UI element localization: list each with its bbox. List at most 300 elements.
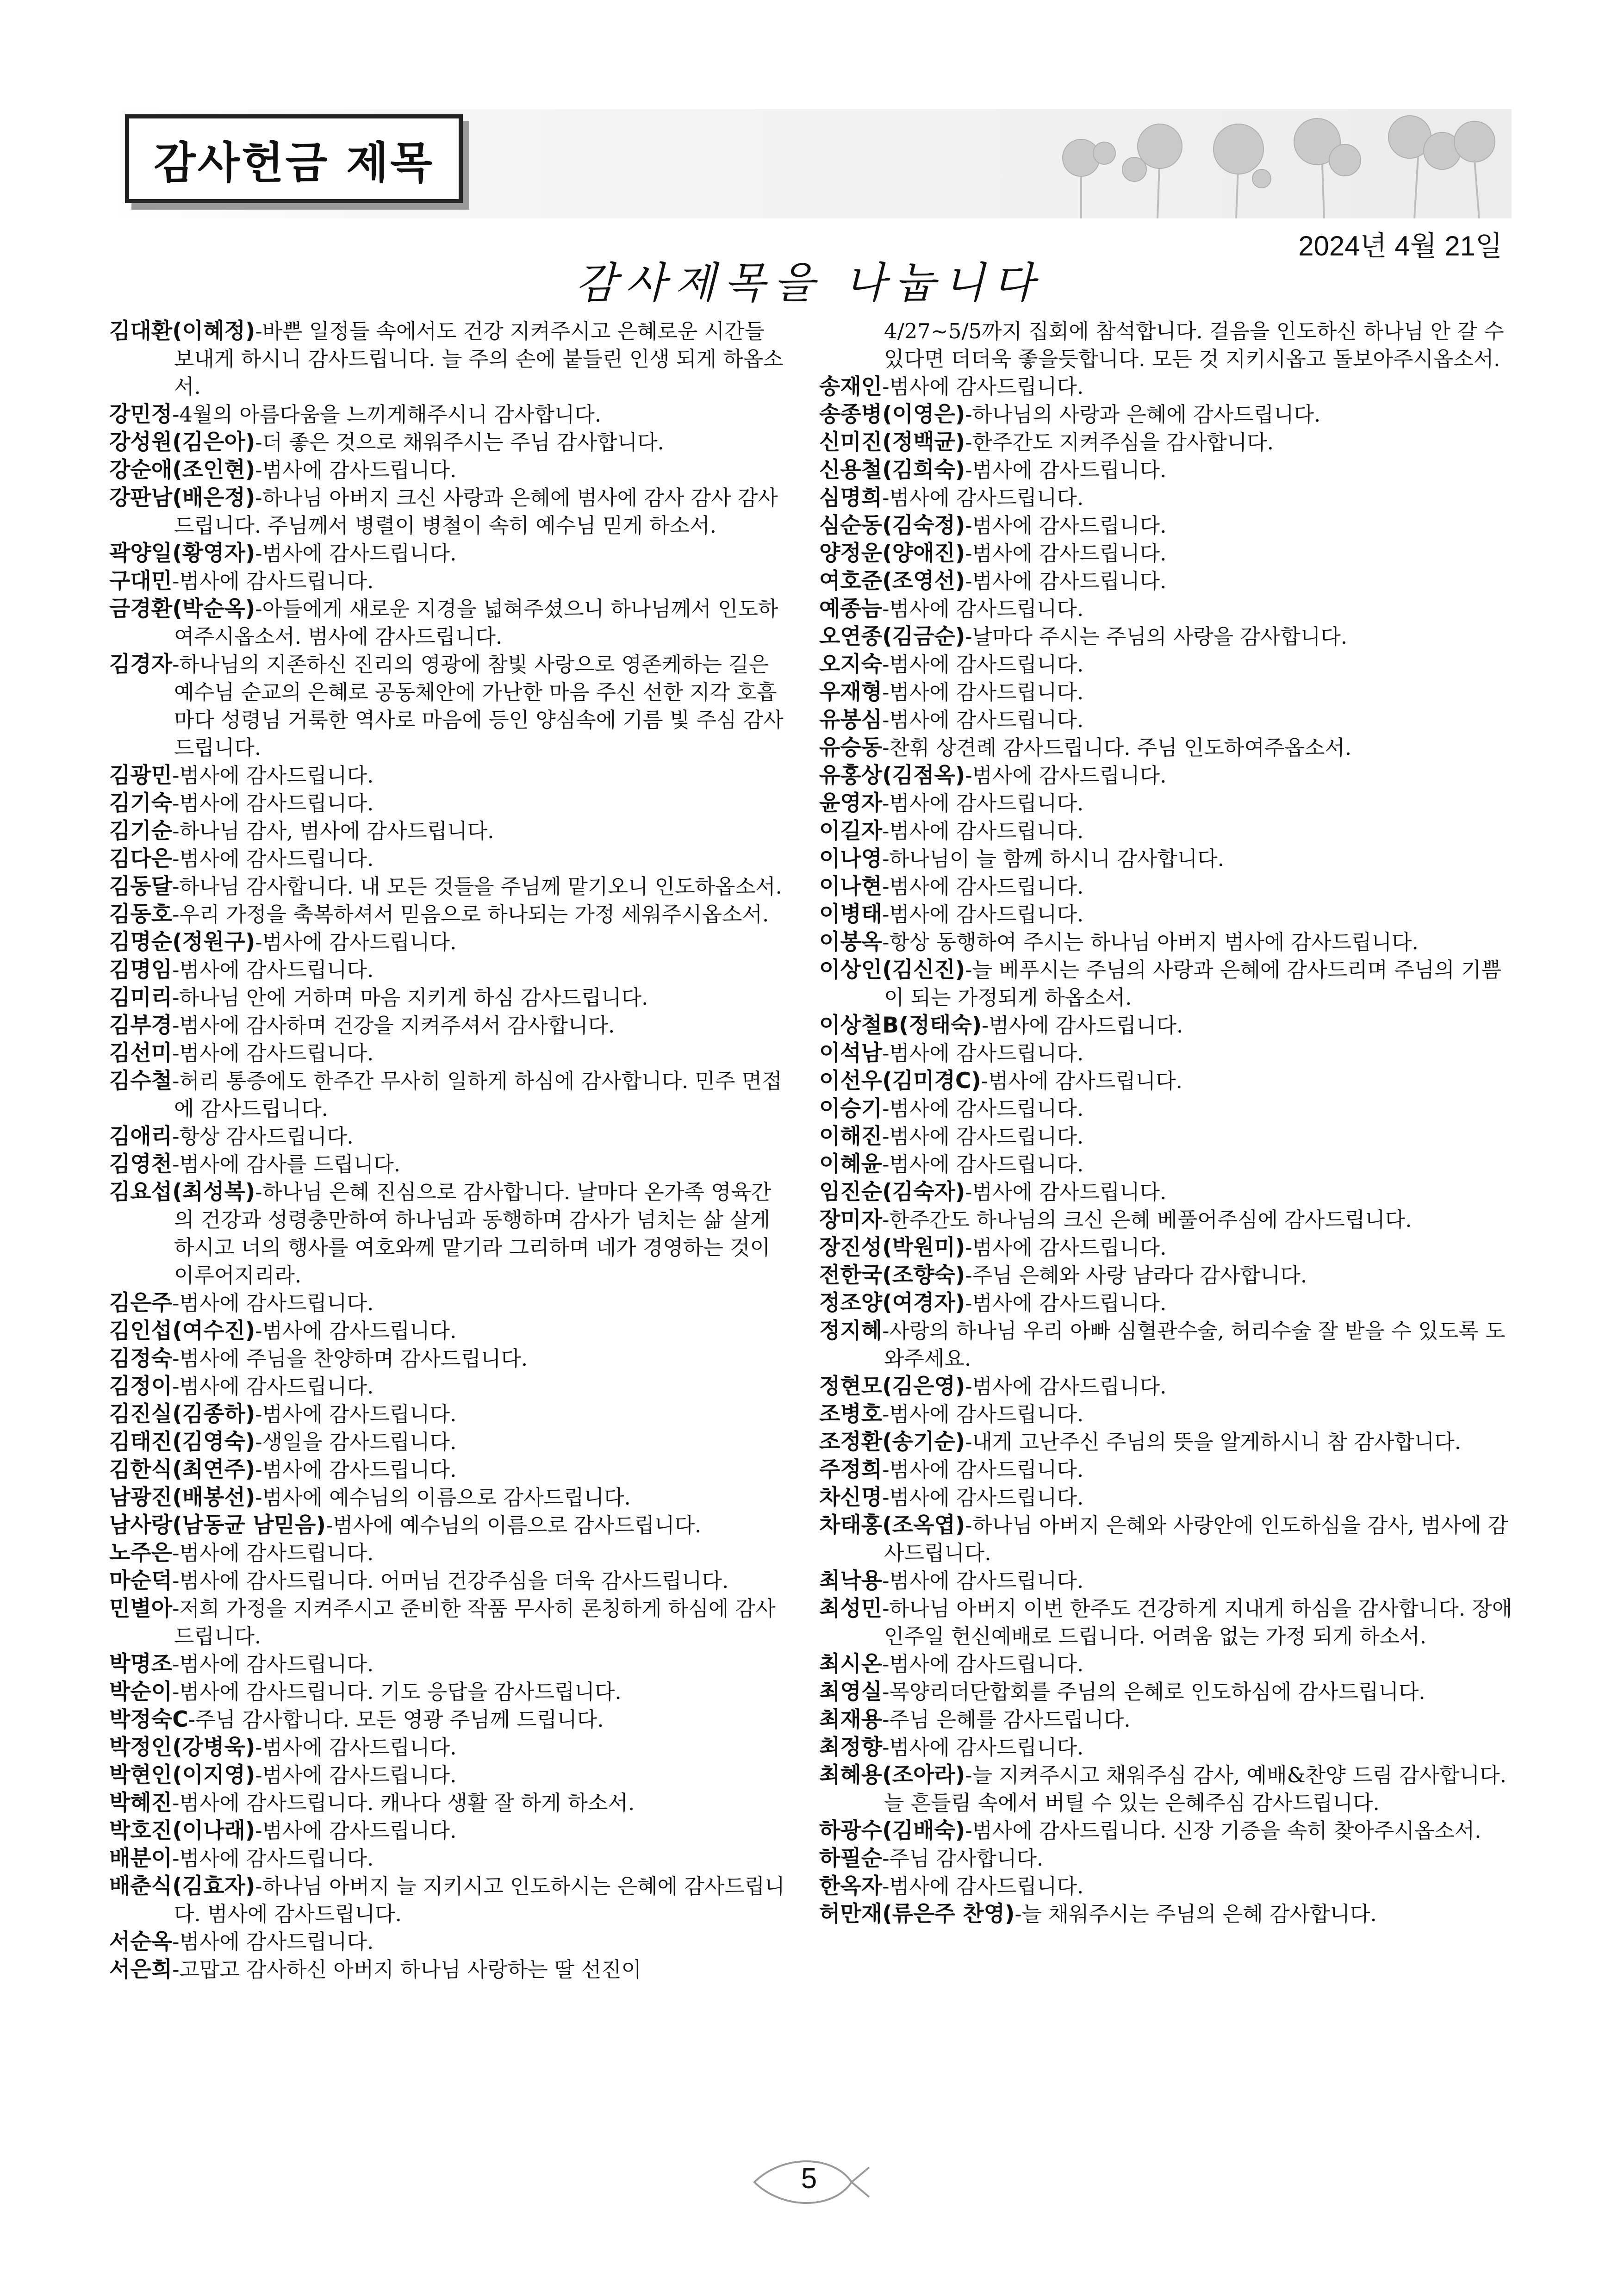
thanks-entry (109, 1012, 790, 1039)
member-name: 정현모(김은영) (819, 1374, 965, 1399)
member-name: 이봉옥 (819, 929, 883, 955)
thanks-entry (109, 1956, 790, 1984)
member-name: 김동달 (109, 874, 173, 899)
thanks-text: -범사에 감사드립니다. (882, 1041, 1084, 1065)
member-name: 이병태 (819, 902, 883, 927)
member-name: 오연종(김금순) (819, 624, 965, 649)
thanks-entry (109, 595, 790, 651)
member-name: 김기숙 (109, 790, 173, 816)
thanks-entry (109, 651, 790, 762)
member-name: 허만재(류은주 찬영) (819, 1901, 1015, 1927)
thanks-text: -하나님의 지존하신 진리의 영광에 참빛 사랑으로 영존케하는 길은 예수님 순교의 은혜로 공동체안에 가난한 마음 주신 선한 지각 호흡마다 성령님 거룩한 역사로 마음에 등인 양심속에 기름 빛 주심 감사드립니다. (172, 652, 784, 760)
member-name: 정조양(여경자) (819, 1290, 965, 1316)
member-name: 김경자 (109, 652, 173, 677)
member-name: 김진실(김종하) (109, 1401, 255, 1427)
member-name: 유홍상(김점옥) (819, 763, 965, 788)
member-name: 최낙용 (819, 1568, 883, 1593)
thanks-entry (819, 956, 1513, 1012)
member-name: 박정인(강병욱) (109, 1735, 255, 1760)
thanks-entry (819, 623, 1513, 651)
member-name: 김애리 (109, 1124, 173, 1149)
member-name: 배춘식(김효자) (109, 1873, 255, 1899)
thanks-text: -하나님 아버지 이번 한주도 건강하게 지내게 하심을 감사합니다. 장애인주일 헌신예배로 드립니다. 어려움 없는 가정 되게 하소서. (882, 1596, 1512, 1649)
thanks-entry (109, 317, 790, 401)
thanks-text: -범사에 감사드립니다. (882, 597, 1084, 621)
thanks-text: -범사에 감사드립니다. (882, 708, 1084, 732)
thanks-text: -허리 통증에도 한주간 무사히 일하게 하심에 감사합니다. 민주 면접에 감사드립니다. (172, 1069, 782, 1121)
thanks-text: -범사에 감사드립니다. (172, 1374, 374, 1399)
thanks-text: -내게 고난주신 주님의 뜻을 알게하시니 참 감사합니다. (965, 1430, 1462, 1454)
thanks-text: -범사에 감사드립니다. 기도 응답을 감사드립니다. (172, 1680, 622, 1704)
thanks-text: -범사에 감사드립니다. (965, 458, 1167, 482)
member-name: 이승기 (819, 1096, 883, 1121)
member-name: 최시온 (819, 1651, 883, 1677)
thanks-entry (109, 1456, 790, 1484)
member-name: 김광민 (109, 763, 173, 788)
thanks-entry (109, 1817, 790, 1845)
subtitle: 감사제목을 나눕니다 (575, 258, 1043, 308)
thanks-entry (109, 484, 790, 540)
thanks-text: -범사에 감사드립니다. (255, 1818, 457, 1843)
member-name: 김정이 (109, 1374, 173, 1399)
member-name: 이해진 (819, 1124, 883, 1149)
thanks-entry (819, 373, 1513, 401)
thanks-entry (819, 1845, 1513, 1873)
thanks-text: -더 좋은 것으로 채워주시는 주님 감사합니다. (255, 430, 664, 454)
thanks-text: -목양리더단합회를 주님의 은혜로 인도하심에 감사드립니다. (882, 1680, 1425, 1704)
thanks-text: -범사에 감사드립니다. (882, 791, 1084, 815)
member-name: 김미리 (109, 985, 173, 1010)
thanks-text: -항상 감사드립니다. (172, 1124, 354, 1149)
member-name: 남사랑(남동균 남믿음) (109, 1512, 326, 1538)
member-name: 김영천 (109, 1151, 173, 1177)
thanks-entry (819, 901, 1513, 928)
thanks-text: -범사에 감사드립니다. (882, 680, 1084, 704)
thanks-text: -늘 지켜주시고 채워주심 감사, 예배&찬양 드림 감사합니다. 늘 흔들림 속에서 버틸 수 있는 은혜주심 감사드립니다. (884, 1763, 1506, 1815)
thanks-text: -범사에 감사드립니다. (255, 1763, 457, 1787)
thanks-text: -범사에 감사드립니다. (172, 1846, 374, 1871)
thanks-text: -범사에 감사드립니다. (965, 569, 1167, 593)
member-name: 양정운(양애진) (819, 541, 965, 566)
thanks-text: -범사에 감사드립니다. (882, 1457, 1084, 1482)
member-name: 송재인 (819, 374, 883, 399)
thanks-entry (819, 540, 1513, 567)
thanks-text: -저희 가정을 지켜주시고 준비한 작품 무사히 론칭하게 하심에 감사드립니다. (172, 1596, 776, 1649)
thanks-text: -생일을 감사드립니다. (255, 1430, 457, 1454)
thanks-entry (819, 1734, 1513, 1761)
member-name: 김명순(정원구) (109, 929, 255, 955)
thanks-text: -범사에 감사드립니다. 캐나다 생활 잘 하게 하소서. (172, 1791, 635, 1815)
member-name: 차태홍(조옥엽) (819, 1512, 965, 1538)
thanks-text: -4월의 아름다움을 느끼게해주시니 감사합니다. (172, 402, 602, 427)
thanks-text: -범사에 주님을 찬양하며 감사드립니다. (172, 1346, 528, 1371)
member-name: 우재형 (819, 679, 883, 705)
thanks-entry (819, 790, 1513, 817)
thanks-entry (819, 595, 1513, 623)
thanks-entry (109, 1789, 790, 1817)
member-name: 김태진(김영숙) (109, 1429, 255, 1455)
member-name: 강민정 (109, 402, 173, 427)
member-name: 장미자 (819, 1207, 883, 1232)
thanks-entry (109, 1539, 790, 1567)
thanks-entry (819, 1873, 1513, 1900)
thanks-entry (109, 1734, 790, 1761)
thanks-text: -항상 동행하여 주시는 하나님 아버지 범사에 감사드립니다. (882, 930, 1419, 954)
thanks-entry (109, 1595, 790, 1650)
thanks-entry (819, 567, 1513, 595)
member-name: 최혜용(조아라) (819, 1762, 965, 1788)
thanks-entry (819, 1289, 1513, 1317)
thanks-entry (109, 1039, 790, 1067)
thanks-text: -하나님의 사랑과 은혜에 감사드립니다. (965, 402, 1321, 427)
thanks-entry (819, 1678, 1513, 1706)
thanks-entry (819, 1206, 1513, 1234)
thanks-text: -범사에 감사드립니다. (982, 1013, 1183, 1038)
member-name: 박현인(이지영) (109, 1762, 255, 1788)
member-name: 예종늠 (819, 596, 883, 622)
thanks-entry (819, 1706, 1513, 1734)
member-name: 김수철 (109, 1068, 173, 1094)
thanks-text: -범사에 감사를 드립니다. (172, 1152, 401, 1176)
member-name: 강판남(배은정) (109, 485, 255, 510)
thanks-text: -늘 베푸시는 주님의 사랑과 은혜에 감사드리며 주님의 기쁨이 되는 가정되게 하옵소서. (884, 958, 1501, 1010)
thanks-entry (819, 512, 1513, 540)
thanks-text: -범사에 감사드립니다. (882, 874, 1084, 899)
member-name: 차신명 (819, 1485, 883, 1510)
thanks-entry (109, 901, 790, 928)
thanks-entry (819, 1512, 1513, 1567)
thanks-entry (819, 429, 1513, 456)
member-name: 전한국(조향숙) (819, 1263, 965, 1288)
thanks-text: -범사에 감사드립니다. (882, 1568, 1084, 1593)
thanks-entry (819, 1178, 1513, 1206)
thanks-text: -사랑의 하나님 우리 아빠 심혈관수술, 허리수술 잘 받을 수 있도록 도와주세요. (882, 1319, 1506, 1371)
member-name: 박순이 (109, 1679, 173, 1705)
member-name: 노주은 (109, 1540, 173, 1566)
member-name: 하필순 (819, 1846, 883, 1871)
thanks-text: -범사에 감사드립니다. (172, 1041, 374, 1065)
thanks-entry (109, 1567, 790, 1595)
member-name: 박호진(이나래) (109, 1818, 255, 1843)
thanks-text: -범사에 예수님의 이름으로 감사드립니다. (325, 1513, 702, 1537)
thanks-text: -아들에게 새로운 지경을 넓혀주셨으니 하나님께서 인도하여주시옵소서. 범사에 감사드립니다. (174, 597, 778, 649)
thanks-entry (819, 1262, 1513, 1289)
thanks-text: -범사에 감사드립니다. (882, 1874, 1084, 1898)
member-name: 김기순 (109, 818, 173, 844)
thanks-entry (819, 678, 1513, 706)
member-name: 이선우(김미경C) (819, 1068, 981, 1094)
thanks-text: -범사에 감사드립니다. (172, 791, 374, 815)
member-name: 구대민 (109, 568, 173, 594)
thanks-text: -주님 은혜를 감사드립니다. (882, 1707, 1131, 1732)
thanks-text: -하나님 안에 거하며 마음 지키게 하심 감사드립니다. (172, 985, 648, 1010)
thanks-entry (819, 1650, 1513, 1678)
thanks-text: -범사에 감사드립니다. (882, 902, 1084, 927)
thanks-text: -한주간도 지켜주심을 감사합니다. (965, 430, 1274, 454)
thanks-text: -하나님 은혜 진심으로 감사합니다. 날마다 온가족 영육간의 건강과 성령충만하여 하나님과 동행하며 감사가 넘치는 삶 살게 하시고 너의 행사를 여호와께 맡기라 그리하며 네가 경영하는 것이 이루어지리라. (174, 1180, 772, 1288)
thanks-text: -범사에 감사드립니다. (882, 1735, 1084, 1760)
member-name: 조정환(송기순) (819, 1429, 965, 1455)
thanks-entry (109, 1400, 790, 1428)
member-name: 이상인(김신진) (819, 957, 965, 983)
thanks-text: -하나님 아버지 은혜와 사랑안에 인도하심을 감사, 범사에 감사드립니다. (884, 1513, 1508, 1565)
thanks-entry (109, 1761, 790, 1789)
thanks-entry (819, 1428, 1513, 1456)
thanks-text: -범사에 감사드립니다. (172, 1541, 374, 1565)
thanks-entry (819, 1900, 1513, 1928)
thanks-text: -범사에 예수님의 이름으로 감사드립니다. (255, 1485, 631, 1510)
member-name: 금경환(박순옥) (109, 596, 255, 622)
member-name: 신미진(정백균) (819, 429, 965, 455)
member-name: 오지숙 (819, 652, 883, 677)
thanks-text: -범사에 감사드립니다. (965, 1374, 1167, 1399)
thanks-entry (109, 817, 790, 845)
thanks-entry (819, 651, 1513, 678)
thanks-entry (109, 790, 790, 817)
thanks-text: -범사에 감사드립니다. 어머님 건강주심을 더욱 감사드립니다. (172, 1568, 729, 1593)
thanks-text: -범사에 감사드립니다. 신장 기증을 속히 찾아주시옵소서. (965, 1818, 1481, 1843)
thanks-entry (819, 817, 1513, 845)
member-name: 강성원(김은아) (109, 429, 255, 455)
thanks-entry (109, 1873, 790, 1928)
thanks-entry (819, 1595, 1513, 1650)
member-name: 마순덕 (109, 1568, 173, 1593)
thanks-text: -하나님 감사, 범사에 감사드립니다. (172, 819, 494, 843)
member-name: 송종병(이영은) (819, 402, 965, 427)
thanks-text: -범사에 감사드립니다. (965, 513, 1167, 538)
member-name: 조병호 (819, 1401, 883, 1427)
thanks-text: -범사에 감사드립니다. (965, 763, 1167, 788)
thanks-entry (109, 1678, 790, 1706)
thanks-entry (819, 1095, 1513, 1123)
member-name: 이길자 (819, 818, 883, 844)
thanks-text: -범사에 감사드립니다. (882, 485, 1084, 510)
member-name: 최정향 (819, 1735, 883, 1760)
thanks-text: -범사에 감사하며 건강을 지켜주셔서 감사합니다. (172, 1013, 615, 1038)
thanks-entry (819, 706, 1513, 734)
member-name: 이나현 (819, 874, 883, 899)
thanks-entry (819, 1039, 1513, 1067)
member-name: 김명임 (109, 957, 173, 983)
member-name: 장진성(박원미) (819, 1235, 965, 1260)
thanks-entry (109, 1650, 790, 1678)
thanks-text: -고맙고 감사하신 아버지 하나님 사랑하는 딸 선진이 (172, 1957, 642, 1982)
member-name: 김은주 (109, 1290, 173, 1316)
member-name: 이나영 (819, 846, 883, 871)
thanks-entry (109, 1123, 790, 1151)
thanks-text: -범사에 감사드립니다. (255, 1402, 457, 1426)
thanks-text: -범사에 감사드립니다. (981, 1069, 1182, 1093)
thanks-entry (109, 1484, 790, 1512)
thanks-entry (819, 1234, 1513, 1262)
member-name: 유승동 (819, 735, 883, 760)
member-name: 이석남 (819, 1040, 883, 1066)
thanks-entry (109, 1151, 790, 1178)
member-name: 남광진(배봉선) (109, 1485, 255, 1510)
thanks-text: -하나님이 늘 함께 하시니 감사합니다. (882, 846, 1224, 871)
page-title: 감사헌금 제목 (125, 114, 463, 203)
thanks-text: -범사에 감사드립니다. (255, 1735, 457, 1760)
thanks-entry (819, 1456, 1513, 1484)
thanks-entry (109, 928, 790, 956)
member-name: 김한식(최연주) (109, 1457, 255, 1482)
member-name: 김인섭(여수진) (109, 1318, 255, 1344)
thanks-text: -범사에 감사드립니다. (882, 1096, 1084, 1121)
member-name: 심명희 (819, 485, 883, 510)
thanks-text: -범사에 감사드립니다. (965, 1235, 1167, 1260)
thanks-entry (819, 845, 1513, 873)
thanks-text: -바쁜 일정들 속에서도 건강 지켜주시고 은혜로운 시간들 보내게 하시니 감사드립니다. 늘 주의 손에 붙들린 인생 되게 하옵소서. (174, 319, 784, 399)
thanks-entry (819, 1067, 1513, 1095)
member-name: 서은희 (109, 1957, 173, 1982)
continued-entry: 4/27~5/5까지 집회에 참석합니다. 걸음을 인도하신 하나님 안 갈 수 있다면 더더욱 좋을듯합니다. 모든 것 지키시옵고 돌보아주시옵소서. (884, 319, 1504, 371)
member-name: 김선미 (109, 1040, 173, 1066)
member-name: 강순애(조인현) (109, 457, 255, 483)
thanks-text: -범사에 감사드립니다. (172, 958, 374, 982)
thanks-text: -주님 은혜와 사랑 남라다 감사합니다. (965, 1263, 1307, 1288)
member-name: 이상철B(정태숙) (819, 1013, 982, 1038)
thanks-entry (109, 845, 790, 873)
thanks-entry (819, 928, 1513, 956)
thanks-text: -범사에 감사드립니다. (255, 1457, 457, 1482)
member-name: 김대환(이혜정) (109, 318, 255, 344)
date-label: 2024년 4월 21일 (1298, 230, 1502, 261)
right-column (819, 317, 1513, 1928)
page-number: 5 (801, 2163, 817, 2195)
thanks-entry (819, 1484, 1513, 1512)
thanks-text: -범사에 감사드립니다. (255, 458, 457, 482)
thanks-entry (819, 1012, 1513, 1039)
thanks-entry (819, 762, 1513, 790)
thanks-text: -범사에 감사드립니다. (882, 652, 1084, 677)
thanks-entry (819, 734, 1513, 762)
thanks-entry (109, 567, 790, 595)
thanks-text: -날마다 주시는 주님의 사랑을 감사합니다. (965, 624, 1348, 649)
left-column (109, 317, 790, 1984)
thanks-entry (819, 1400, 1513, 1428)
thanks-text: -늘 채워주시는 주님의 은혜 감사합니다. (1014, 1902, 1377, 1926)
member-name: 정지혜 (819, 1318, 883, 1344)
thanks-text: -범사에 감사드립니다. (882, 374, 1084, 399)
member-name: 주정희 (819, 1457, 883, 1482)
thanks-text: -범사에 감사드립니다. (172, 1929, 374, 1954)
thanks-text: -주님 감사합니다. (882, 1846, 1044, 1871)
thanks-entry (819, 873, 1513, 901)
member-name: 박혜진 (109, 1790, 173, 1816)
thanks-text: -한주간도 하나님의 크신 은혜 베풀어주심에 감사드립니다. (882, 1207, 1412, 1232)
member-name: 유봉심 (819, 707, 883, 733)
thanks-entry (819, 1761, 1513, 1817)
thanks-text: -범사에 감사드립니다. (882, 1485, 1084, 1510)
thanks-entry (109, 1706, 790, 1734)
thanks-entry (109, 1845, 790, 1873)
thanks-text: -우리 가정을 축복하셔서 믿음으로 하나되는 가정 세워주시옵소서. (172, 902, 769, 927)
thanks-text: -찬휘 상견례 감사드립니다. 주님 인도하여주옵소서. (882, 735, 1352, 760)
member-name: 김요섭(최성복) (109, 1179, 255, 1205)
thanks-entry (109, 1317, 790, 1345)
member-name: 신용철(김희숙) (819, 457, 965, 483)
thanks-text: -하나님 아버지 크신 사랑과 은혜에 범사에 감사 감사 감사드립니다. 주님께서 병렬이 병철이 속히 예수님 믿게 하소서. (174, 485, 778, 538)
thanks-text: -주님 감사합니다. 모든 영광 주님께 드립니다. (188, 1707, 604, 1732)
thanks-entry (109, 984, 790, 1012)
thanks-text: -범사에 감사드립니다. (965, 1291, 1167, 1315)
member-name: 임진순(김숙자) (819, 1179, 965, 1205)
thanks-text: -범사에 감사드립니다. (882, 1402, 1084, 1426)
thanks-entry (109, 1178, 790, 1289)
thanks-entry (109, 956, 790, 984)
thanks-entry (109, 401, 790, 429)
member-name: 윤영자 (819, 790, 883, 816)
thanks-entry (109, 456, 790, 484)
member-name: 한옥자 (819, 1873, 883, 1899)
member-name: 여호준(조영선) (819, 568, 965, 594)
thanks-text: -범사에 감사드립니다. (882, 1652, 1084, 1676)
member-name: 배분이 (109, 1846, 173, 1871)
thanks-text: -하나님 아버지 늘 지키시고 인도하시는 은혜에 감사드립니다. 범사에 감사드립니다. (174, 1874, 785, 1926)
thanks-entry (109, 1289, 790, 1317)
member-name: 이혜윤 (819, 1151, 883, 1177)
thanks-entry (819, 401, 1513, 429)
thanks-text: -범사에 감사드립니다. (882, 819, 1084, 843)
thanks-text: -범사에 감사드립니다. (172, 846, 374, 871)
member-name: 김다은 (109, 846, 173, 871)
thanks-entry (109, 1345, 790, 1373)
thanks-entry (109, 540, 790, 567)
thanks-entry (109, 1428, 790, 1456)
thanks-text: -범사에 감사드립니다. (255, 1319, 457, 1343)
member-name: 최영실 (819, 1679, 883, 1705)
thanks-entry (109, 429, 790, 456)
member-name: 심순동(김숙정) (819, 513, 965, 538)
thanks-text: -범사에 감사드립니다. (172, 1291, 374, 1315)
thanks-text: -범사에 감사드립니다. (172, 569, 374, 593)
member-name: 박명조 (109, 1651, 173, 1677)
member-name: 김정숙 (109, 1346, 173, 1371)
thanks-text: -범사에 감사드립니다. (255, 930, 457, 954)
thanks-text: -하나님 감사합니다. 내 모든 것들을 주님께 맡기오니 인도하옵소서. (172, 874, 782, 899)
thanks-entry (109, 1928, 790, 1956)
member-name: 최성민 (819, 1596, 883, 1621)
thanks-text: -범사에 감사드립니다. (172, 763, 374, 788)
member-name: 곽양일(황영자) (109, 541, 255, 566)
member-name: 서순옥 (109, 1929, 173, 1954)
member-name: 하광수(김배숙) (819, 1818, 965, 1843)
thanks-entry (819, 1123, 1513, 1151)
thanks-entry (109, 762, 790, 790)
thanks-text: -범사에 감사드립니다. (965, 1180, 1167, 1204)
thanks-entry (109, 1067, 790, 1123)
thanks-entry (819, 456, 1513, 484)
thanks-entry (819, 1317, 1513, 1373)
member-name: 박정숙C (109, 1707, 188, 1732)
member-name: 김부경 (109, 1013, 173, 1038)
member-name: 민별아 (109, 1596, 173, 1621)
thanks-text: -범사에 감사드립니다. (882, 1152, 1084, 1176)
thanks-text: -범사에 감사드립니다. (172, 1652, 374, 1676)
thanks-entry (109, 873, 790, 901)
member-name: 김동호 (109, 902, 173, 927)
member-name: 최재용 (819, 1707, 883, 1732)
thanks-entry (819, 1373, 1513, 1400)
flower-illustration (1039, 109, 1512, 218)
thanks-entry (819, 1817, 1513, 1845)
thanks-entry (109, 1373, 790, 1400)
thanks-entry (819, 484, 1513, 512)
thanks-text: -범사에 감사드립니다. (965, 541, 1167, 566)
thanks-entry (819, 1151, 1513, 1178)
thanks-text: -범사에 감사드립니다. (882, 1124, 1084, 1149)
thanks-entry (109, 1512, 790, 1539)
